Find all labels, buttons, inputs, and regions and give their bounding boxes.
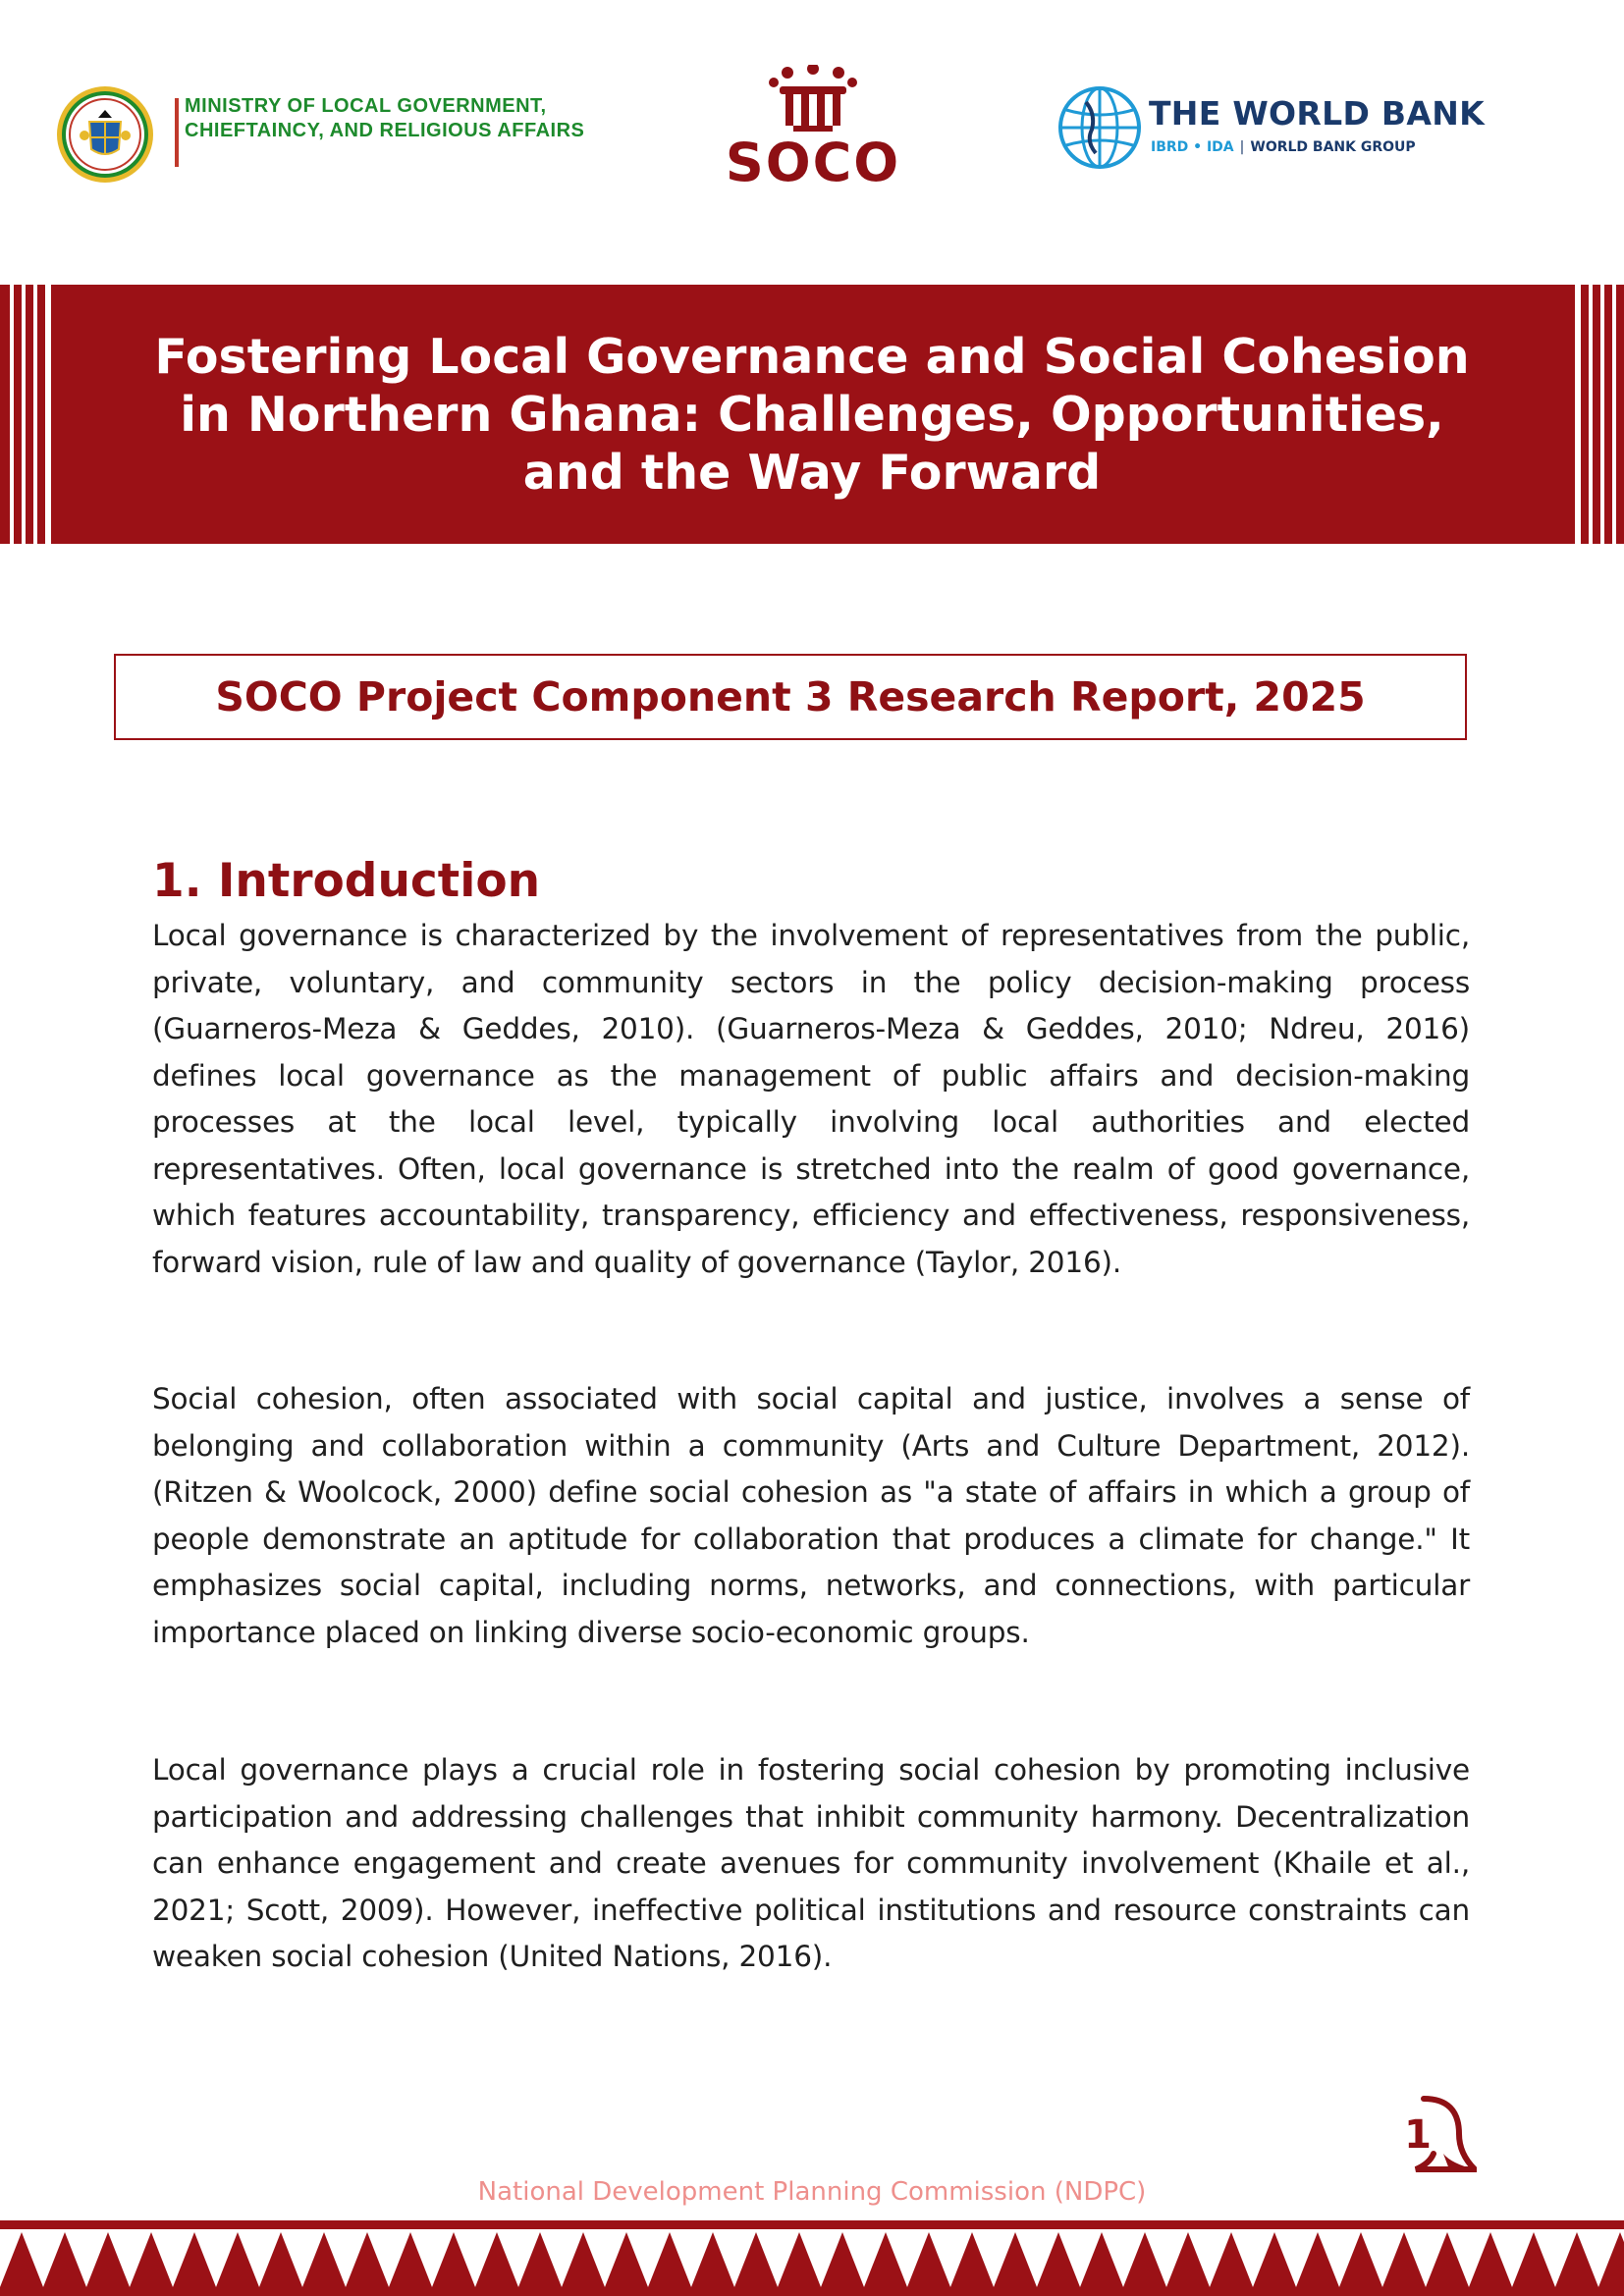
ministry-divider	[175, 98, 179, 167]
banner-stripe-right	[1575, 285, 1581, 544]
footer-organization: National Development Planning Commission (NDPC)	[477, 2177, 1147, 2207]
report-title: Fostering Local Governance and Social Cohesion in Northern Ghana: Challenges, Opportunities, and the Way Forward	[154, 329, 1470, 501]
ministry-name: MINISTRY OF LOCAL GOVERNMENT, CHIEFTAINCY, AND RELIGIOUS AFFAIRS	[185, 95, 585, 141]
report-subtitle-box	[114, 654, 1467, 740]
soco-logo	[711, 65, 915, 187]
title-banner	[0, 285, 1624, 544]
section-heading: 1. Introduction	[152, 854, 541, 908]
worldbank-globe-icon	[1056, 84, 1143, 171]
banner-stripe-left	[45, 285, 51, 544]
body-paragraph: Local governance is characterized by the involvement of representatives from the public, private, voluntary, and community sectors in the policy decision-making process (Guarneros-Meza & Geddes, 2010). (Guarneros-Meza & Geddes, 2010; Ndreu, 2016) defines local governance as the management of public affairs and decision-making processes at the local level, typically involving local authorities and elected representatives. Often, local governance is stretched into the realm of good governance, which features accountability, transparency, efficiency and effectiveness, responsiveness, forward vision, rule of law and quality of governance (Taylor, 2016).	[152, 919, 1470, 1279]
body-paragraph: Local governance plays a crucial role in fostering social cohesion by promoting inclusive participation and addressing challenges that inhibit community harmony. Decentralization can enhance engagement and create avenues for community involvement (Khaile et al., 2021; Scott, 2009). However, ineffective political institutions and resource constraints can weaken social cohesion (United Nations, 2016).	[152, 1753, 1470, 1973]
worldbank-ibrd-ida: IBRD • IDA	[1151, 139, 1234, 155]
banner-stripe-right	[1600, 285, 1604, 544]
banner-stripe-right	[1589, 285, 1593, 544]
footer-decorative-border	[0, 2220, 1624, 2296]
banner-stripe-right	[1612, 285, 1616, 544]
banner-stripe-left	[22, 285, 26, 544]
banner-stripe-left	[33, 285, 37, 544]
worldbank-subtitle	[1151, 139, 1416, 155]
ministry-coat-of-arms-logo	[55, 84, 155, 185]
banner-stripe-left	[10, 285, 14, 544]
soco-logo-text: SOCO	[725, 132, 901, 187]
worldbank-name: THE WORLD BANK	[1149, 94, 1486, 133]
page-number: 1	[1404, 2112, 1432, 2158]
report-subtitle: SOCO Project Component 3 Research Report, 2025	[215, 673, 1366, 721]
body-paragraph: Social cohesion, often associated with social capital and justice, involves a sense of belonging and collaboration within a community (Arts and Culture Department, 2012). (Ritzen & Woolcock, 2000) define social cohesion as "a state of affairs in which a group of people demonstrate an aptitude for collaboration that produces a climate for change." It emphasizes social capital, including norms, networks, and connections, with particular importance placed on linking diverse socio-economic groups.	[152, 1382, 1470, 1649]
page-number-badge	[1394, 2095, 1477, 2177]
worldbank-separator: |	[1239, 139, 1245, 155]
worldbank-group: WORLD BANK GROUP	[1250, 139, 1416, 155]
